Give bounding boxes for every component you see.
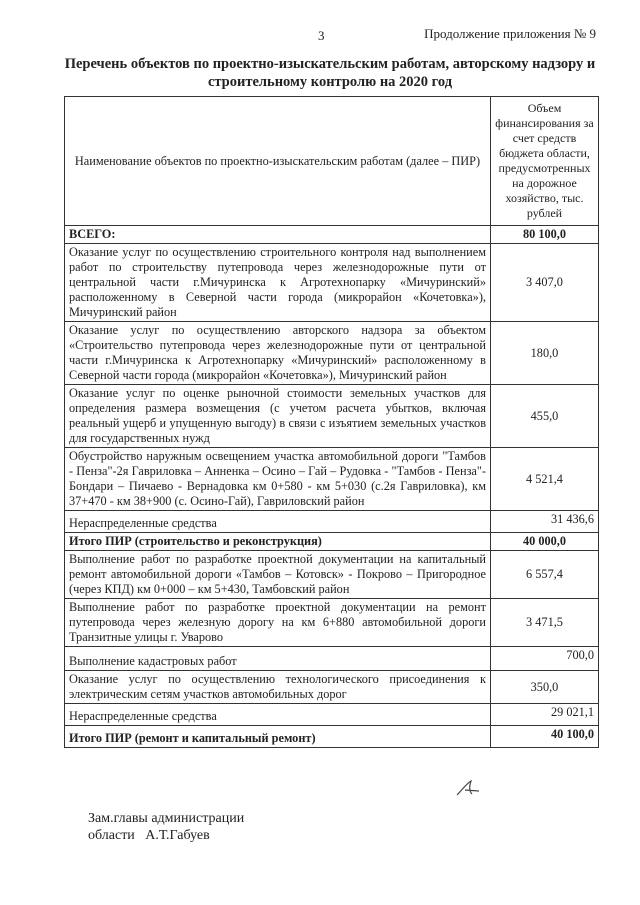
subtotal-row bbox=[65, 726, 599, 748]
table-row bbox=[65, 647, 599, 671]
row-name: Выполнение кадастровых работ bbox=[65, 647, 491, 671]
row-value: 3 407,0 bbox=[491, 244, 599, 322]
row-name: Обустройство наружным освещением участка автомобильной дороги "Тамбов - Пенза"-2я Гавриловка – Анненка – Осино – Гай – Рудовка - "Тамбов - Пенза"- Бондари – Пичаево - Вернадовка км 0+580 - км 5+030 (с.2я Гавриловка), км 37+470 - км 38+900 (с. Осино-Гай), Гавриловский район bbox=[65, 448, 491, 511]
table-header-row bbox=[65, 97, 599, 226]
signature-mark-icon bbox=[455, 779, 483, 797]
document-title: Перечень объектов по проектно-изыскательским работам, авторскому надзору и строительному контролю на 2020 год bbox=[64, 56, 596, 90]
total-all-label: ВСЕГО: bbox=[65, 226, 491, 244]
objects-table bbox=[64, 96, 599, 748]
appendix-label: Продолжение приложения № 9 bbox=[424, 26, 596, 41]
table-row bbox=[65, 671, 599, 704]
row-name: Оказание услуг по осуществлению строительного контроля над выполнением работ по строительству путепровода через железнодорожные пути от центральной части г.Мичуринска к Агротехнопарку «Мичуринский» расположенному в Северной части города (микрорайон «Кочетовка»), Мичуринский район bbox=[65, 244, 491, 322]
row-value: 455,0 bbox=[491, 385, 599, 448]
row-name: Выполнение работ по разработке проектной документации на ремонт путепровода через железную дорогу на км 6+880 автомобильной дороги Транзитные улицы г. Уварово bbox=[65, 599, 491, 647]
signature-name: области А.Т.Габуев bbox=[88, 828, 210, 843]
table-row bbox=[65, 385, 599, 448]
subtotal-label: Итого ПИР (строительство и реконструкция) bbox=[65, 533, 491, 551]
table-row bbox=[65, 244, 599, 322]
total-all-row bbox=[65, 226, 599, 244]
subtotal-value: 40 000,0 bbox=[491, 533, 599, 551]
unallocated-label: Нераспределенные средства bbox=[65, 511, 491, 533]
row-name: Оказание услуг по осуществлению технологического присоединения к электрическим сетям участков автомобильных дорог bbox=[65, 671, 491, 704]
row-name: Оказание услуг по осуществлению авторского надзора за объектом «Строительство путепровода через железнодорожные пути от центральной части г.Мичуринска к Агротехнопарку «Мичуринский» расположенному в Северной части города (микрорайон «Кочетовка»), Мичуринский район bbox=[65, 322, 491, 385]
page-number: 3 bbox=[318, 28, 325, 43]
signature-block bbox=[88, 810, 244, 844]
table-row bbox=[65, 322, 599, 385]
row-value: 3 471,5 bbox=[491, 599, 599, 647]
table-row bbox=[65, 448, 599, 511]
unallocated-row bbox=[65, 511, 599, 533]
col-name-header: Наименование объектов по проектно-изыскательским работам (далее – ПИР) bbox=[65, 97, 491, 226]
unallocated-label: Нераспределенные средства bbox=[65, 704, 491, 726]
row-name: Оказание услуг по оценке рыночной стоимости земельных участков для определения размера возмещения (с учетом расчета убытков, включая реальный ущерб и упущенную выгоду) в связи с изъятием земельных участков для государственных нужд bbox=[65, 385, 491, 448]
total-all-value: 80 100,0 bbox=[491, 226, 599, 244]
row-name: Выполнение работ по разработке проектной документации на капитальный ремонт автомобильной дороги «Тамбов – Котовск» - Покрово – Пригородное (через КПД) км 0+000 – км 5+430, Тамбовский район bbox=[65, 551, 491, 599]
row-value: 6 557,4 bbox=[491, 551, 599, 599]
unallocated-value: 31 436,6 bbox=[491, 511, 599, 533]
table-row bbox=[65, 551, 599, 599]
unallocated-value: 29 021,1 bbox=[491, 704, 599, 726]
unallocated-row bbox=[65, 704, 599, 726]
subtotal-value: 40 100,0 bbox=[491, 726, 599, 748]
signature-position: Зам.главы администрации bbox=[88, 811, 245, 826]
row-value: 350,0 bbox=[491, 671, 599, 704]
subtotal-row bbox=[65, 533, 599, 551]
row-value: 700,0 bbox=[491, 647, 599, 671]
row-value: 4 521,4 bbox=[491, 448, 599, 511]
subtotal-label: Итого ПИР (ремонт и капитальный ремонт) bbox=[65, 726, 491, 748]
table-row bbox=[65, 599, 599, 647]
col-amount-header: Объем финансирования за счет средств бюджета области, предусмотренных на дорожное хозяйство, тыс. рублей bbox=[491, 97, 599, 226]
row-value: 180,0 bbox=[491, 322, 599, 385]
